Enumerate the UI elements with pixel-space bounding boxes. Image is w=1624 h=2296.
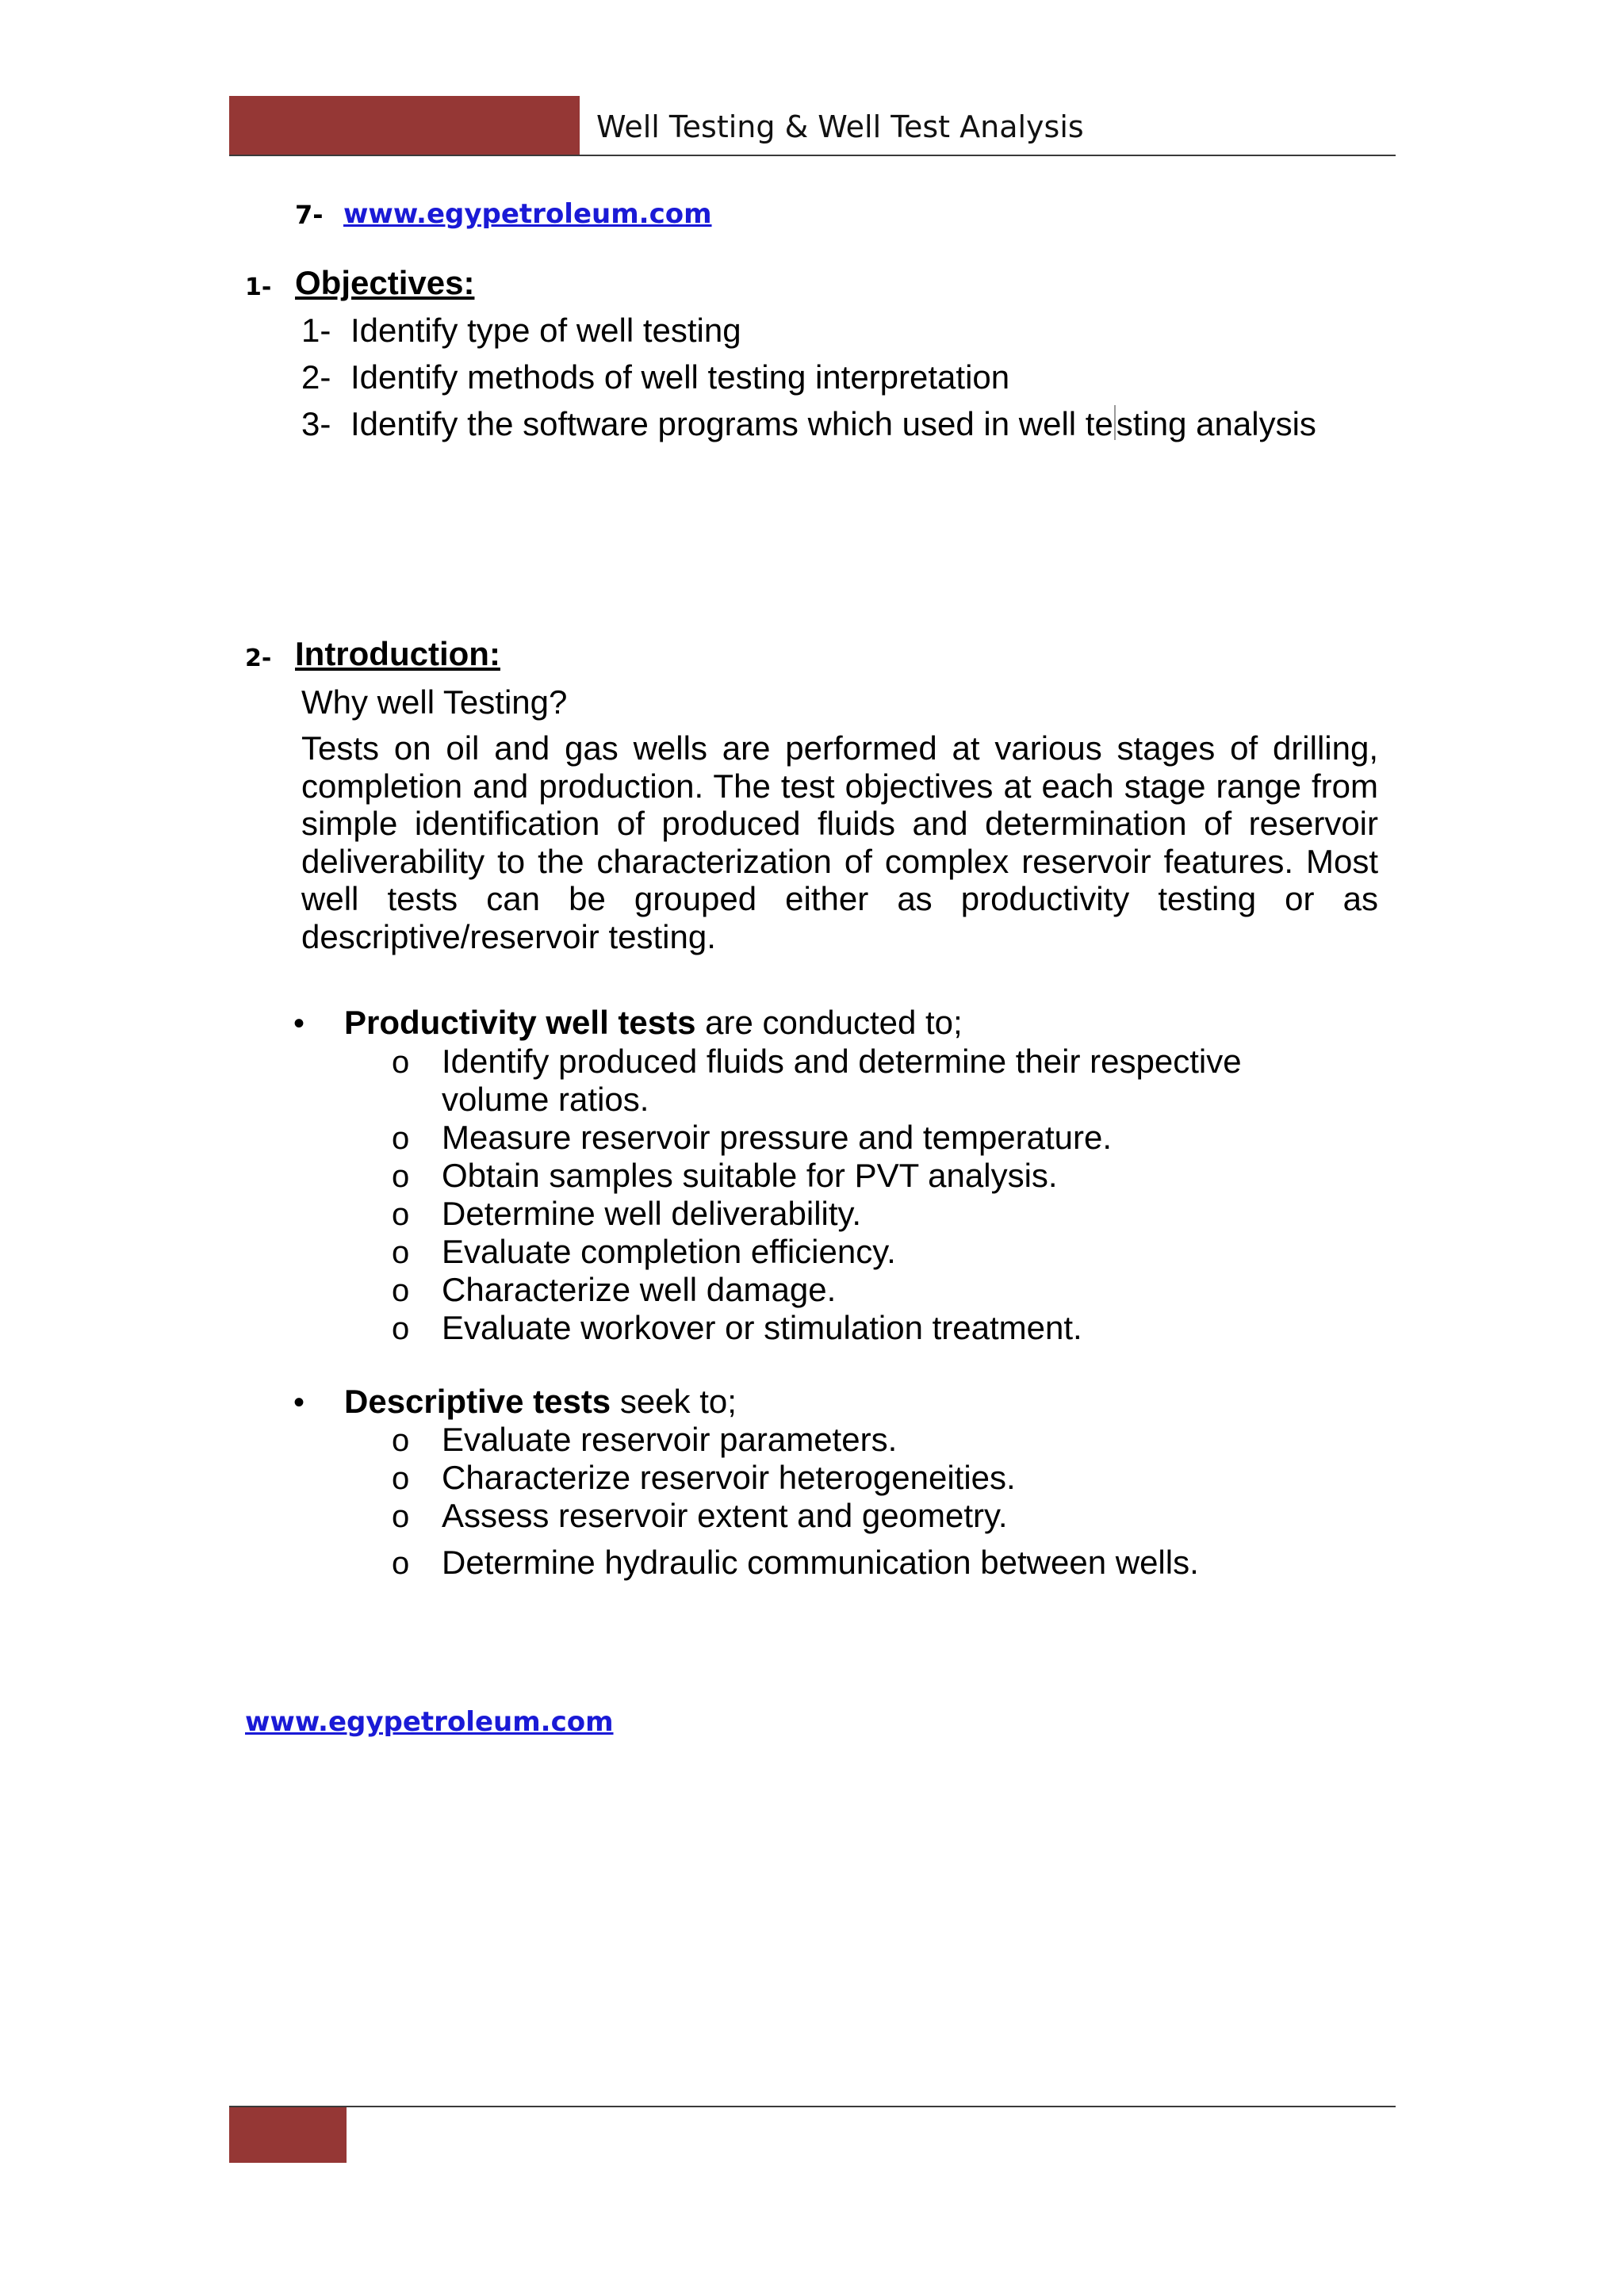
objective-text: Identify methods of well testing interpretation <box>350 358 1010 396</box>
sub-bullet: o <box>392 1159 410 1194</box>
introduction-number: 2- <box>245 645 272 672</box>
descriptive-bold: Descriptive tests <box>344 1383 611 1420</box>
descriptive-item <box>392 1497 1314 1536</box>
objectives-heading: Objectives: <box>295 264 475 301</box>
productivity-item <box>392 1309 1314 1349</box>
top-link-number: 7- <box>295 200 324 230</box>
intro-question: Why well Testing? <box>301 683 568 721</box>
bullet-dot: • <box>293 1006 305 1041</box>
productivity-item-text: Measure reservoir pressure and temperature. <box>442 1119 1113 1156</box>
productivity-item <box>392 1119 1314 1158</box>
objectives-number: 1- <box>245 274 272 301</box>
header-rule <box>229 155 1396 156</box>
descriptive-item <box>392 1459 1314 1498</box>
introduction-heading: Introduction: <box>295 635 500 672</box>
descriptive-item-text: Assess reservoir extent and geometry. <box>442 1497 1008 1534</box>
productivity-bullet <box>293 1004 963 1042</box>
objective-number: 3- <box>301 405 331 442</box>
descriptive-bullet <box>293 1383 737 1421</box>
productivity-item-text: Characterize well damage. <box>442 1271 837 1308</box>
objective-text: Identify type of well testing <box>350 312 741 349</box>
productivity-bold: Productivity well tests <box>344 1004 696 1041</box>
descriptive-item-text: Characterize reservoir heterogeneities. <box>442 1459 1016 1496</box>
productivity-item <box>392 1195 1314 1234</box>
sub-bullet: o <box>392 1235 410 1270</box>
productivity-item <box>392 1233 1314 1272</box>
header-title: Well Testing & Well Test Analysis <box>596 109 1084 144</box>
objective-number: 1- <box>301 312 331 349</box>
sub-bullet: o <box>392 1197 410 1232</box>
productivity-item-text: Determine well deliverability. <box>442 1195 862 1232</box>
objective-item <box>301 405 1316 443</box>
productivity-item <box>392 1157 1314 1196</box>
descriptive-rest: seek to; <box>611 1383 737 1420</box>
objective-item <box>301 358 1009 396</box>
descriptive-item-text: Evaluate reservoir parameters. <box>442 1421 898 1458</box>
header-accent-bar <box>229 96 580 156</box>
productivity-item-text: Identify produced fluids and determine their respective volume ratios. <box>442 1043 1242 1118</box>
productivity-item-text: Evaluate completion efficiency. <box>442 1233 896 1270</box>
objective-item <box>301 312 741 350</box>
sub-bullet: o <box>392 1311 410 1346</box>
objective-text-part1: Identify the software programs which used in well te <box>350 405 1113 442</box>
descriptive-item <box>392 1421 1314 1460</box>
footer-accent-bar <box>229 2107 347 2163</box>
top-website-link[interactable]: www.egypetroleum.com <box>343 198 712 230</box>
objective-number: 2- <box>301 358 331 396</box>
productivity-item <box>392 1043 1314 1118</box>
footer-rule <box>229 2106 1396 2107</box>
sub-bullet: o <box>392 1423 410 1458</box>
descriptive-item <box>392 1544 1314 1583</box>
productivity-item-text: Obtain samples suitable for PVT analysis. <box>442 1157 1058 1194</box>
sub-bullet: o <box>392 1461 410 1496</box>
sub-bullet: o <box>392 1045 410 1080</box>
productivity-rest: are conducted to; <box>695 1004 963 1041</box>
sub-bullet: o <box>392 1273 410 1308</box>
intro-paragraph: Tests on oil and gas wells are performed at various stages of drilling, completion and production. The test objectives at each stage range from simple identification of produced fluids and determination of reservoir deliverability to the characterization of complex reservoir features. Most well tests can be grouped either as productivity testing or as descriptive/reservoir testing. <box>301 729 1378 955</box>
text-cursor <box>1114 405 1116 440</box>
descriptive-item-text: Determine hydraulic communication between wells. <box>442 1544 1199 1581</box>
footer-website-link[interactable]: www.egypetroleum.com <box>245 1706 614 1738</box>
bullet-dot: • <box>293 1385 305 1420</box>
productivity-item-text: Evaluate workover or stimulation treatment. <box>442 1309 1082 1346</box>
objective-text-part2: sting analysis <box>1116 405 1316 442</box>
sub-bullet: o <box>392 1121 410 1156</box>
sub-bullet: o <box>392 1499 410 1534</box>
productivity-item <box>392 1271 1314 1311</box>
sub-bullet: o <box>392 1546 410 1581</box>
